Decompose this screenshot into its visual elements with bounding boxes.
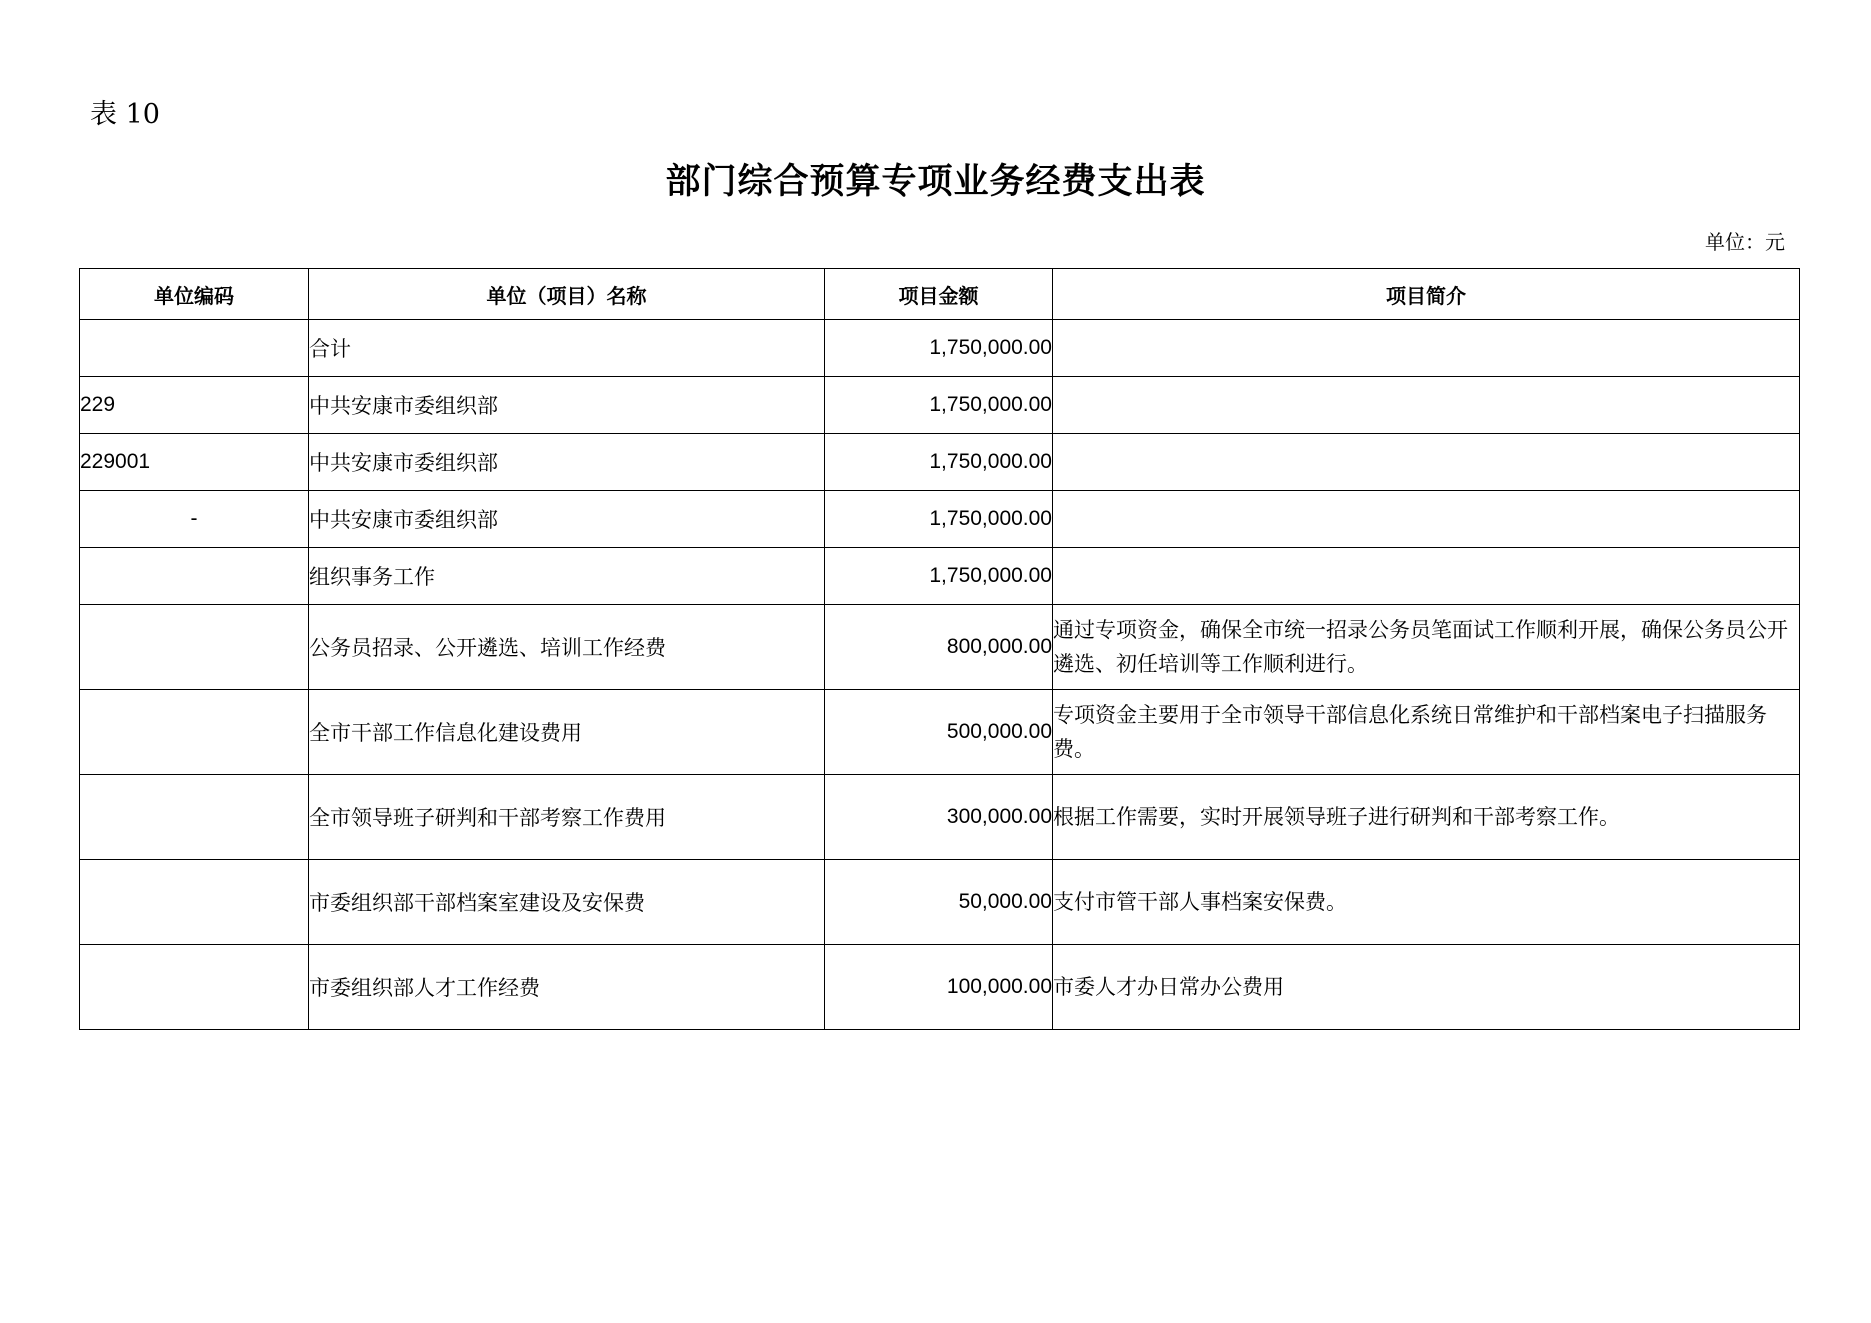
row-amount: 1,750,000.00 xyxy=(825,434,1053,491)
header-amount: 项目金额 xyxy=(825,269,1053,320)
row-name: 市委组织部人才工作经费 xyxy=(309,945,825,1030)
row-amount: 50,000.00 xyxy=(825,860,1053,945)
header-unit-code: 单位编码 xyxy=(80,269,309,320)
row-amount: 300,000.00 xyxy=(825,775,1053,860)
row-name: 公务员招录、公开遴选、培训工作经费 xyxy=(309,605,825,690)
row-code xyxy=(80,945,309,1030)
row-code: 229001 xyxy=(80,434,309,491)
row-amount: 1,750,000.00 xyxy=(825,377,1053,434)
unit-label: 单位：元 xyxy=(1705,230,1785,254)
row-description xyxy=(1053,320,1800,377)
row-description: 市委人才办日常办公费用 xyxy=(1053,945,1800,1030)
row-name: 合计 xyxy=(309,320,825,377)
table-row xyxy=(80,945,1800,1030)
table-row xyxy=(80,548,1800,605)
row-description: 根据工作需要，实时开展领导班子进行研判和干部考察工作。 xyxy=(1053,775,1800,860)
table-row xyxy=(80,377,1800,434)
table-number: 表 10 xyxy=(90,99,160,130)
table-row xyxy=(80,860,1800,945)
row-name: 全市领导班子研判和干部考察工作费用 xyxy=(309,775,825,860)
row-amount: 500,000.00 xyxy=(825,690,1053,775)
row-name: 中共安康市委组织部 xyxy=(309,434,825,491)
row-code xyxy=(80,548,309,605)
row-name: 全市干部工作信息化建设费用 xyxy=(309,690,825,775)
row-code: 229 xyxy=(80,377,309,434)
row-name: 中共安康市委组织部 xyxy=(309,377,825,434)
budget-table xyxy=(79,268,1800,1030)
row-code xyxy=(80,775,309,860)
table-header-row xyxy=(80,269,1800,320)
table-row-total xyxy=(80,320,1800,377)
page-title: 部门综合预算专项业务经费支出表 xyxy=(665,161,1206,202)
table-row xyxy=(80,605,1800,690)
table-row xyxy=(80,491,1800,548)
row-amount: 1,750,000.00 xyxy=(825,320,1053,377)
row-description: 支付市管干部人事档案安保费。 xyxy=(1053,860,1800,945)
table-row xyxy=(80,775,1800,860)
row-amount: 800,000.00 xyxy=(825,605,1053,690)
header-description: 项目简介 xyxy=(1053,269,1800,320)
row-description: 专项资金主要用于全市领导干部信息化系统日常维护和干部档案电子扫描服务费。 xyxy=(1053,690,1800,775)
row-name: 组织事务工作 xyxy=(309,548,825,605)
row-description xyxy=(1053,377,1800,434)
row-code xyxy=(80,320,309,377)
row-code xyxy=(80,690,309,775)
row-description xyxy=(1053,434,1800,491)
header-unit-name: 单位（项目）名称 xyxy=(309,269,825,320)
row-description: 通过专项资金，确保全市统一招录公务员笔面试工作顺利开展，确保公务员公开遴选、初任培训等工作顺利进行。 xyxy=(1053,605,1800,690)
row-code xyxy=(80,860,309,945)
row-amount: 1,750,000.00 xyxy=(825,548,1053,605)
table-row xyxy=(80,690,1800,775)
row-amount: 1,750,000.00 xyxy=(825,491,1053,548)
row-amount: 100,000.00 xyxy=(825,945,1053,1030)
row-code xyxy=(80,605,309,690)
row-code: - xyxy=(80,491,309,548)
row-name: 中共安康市委组织部 xyxy=(309,491,825,548)
row-description xyxy=(1053,548,1800,605)
row-description xyxy=(1053,491,1800,548)
row-name: 市委组织部干部档案室建设及安保费 xyxy=(309,860,825,945)
table-row xyxy=(80,434,1800,491)
